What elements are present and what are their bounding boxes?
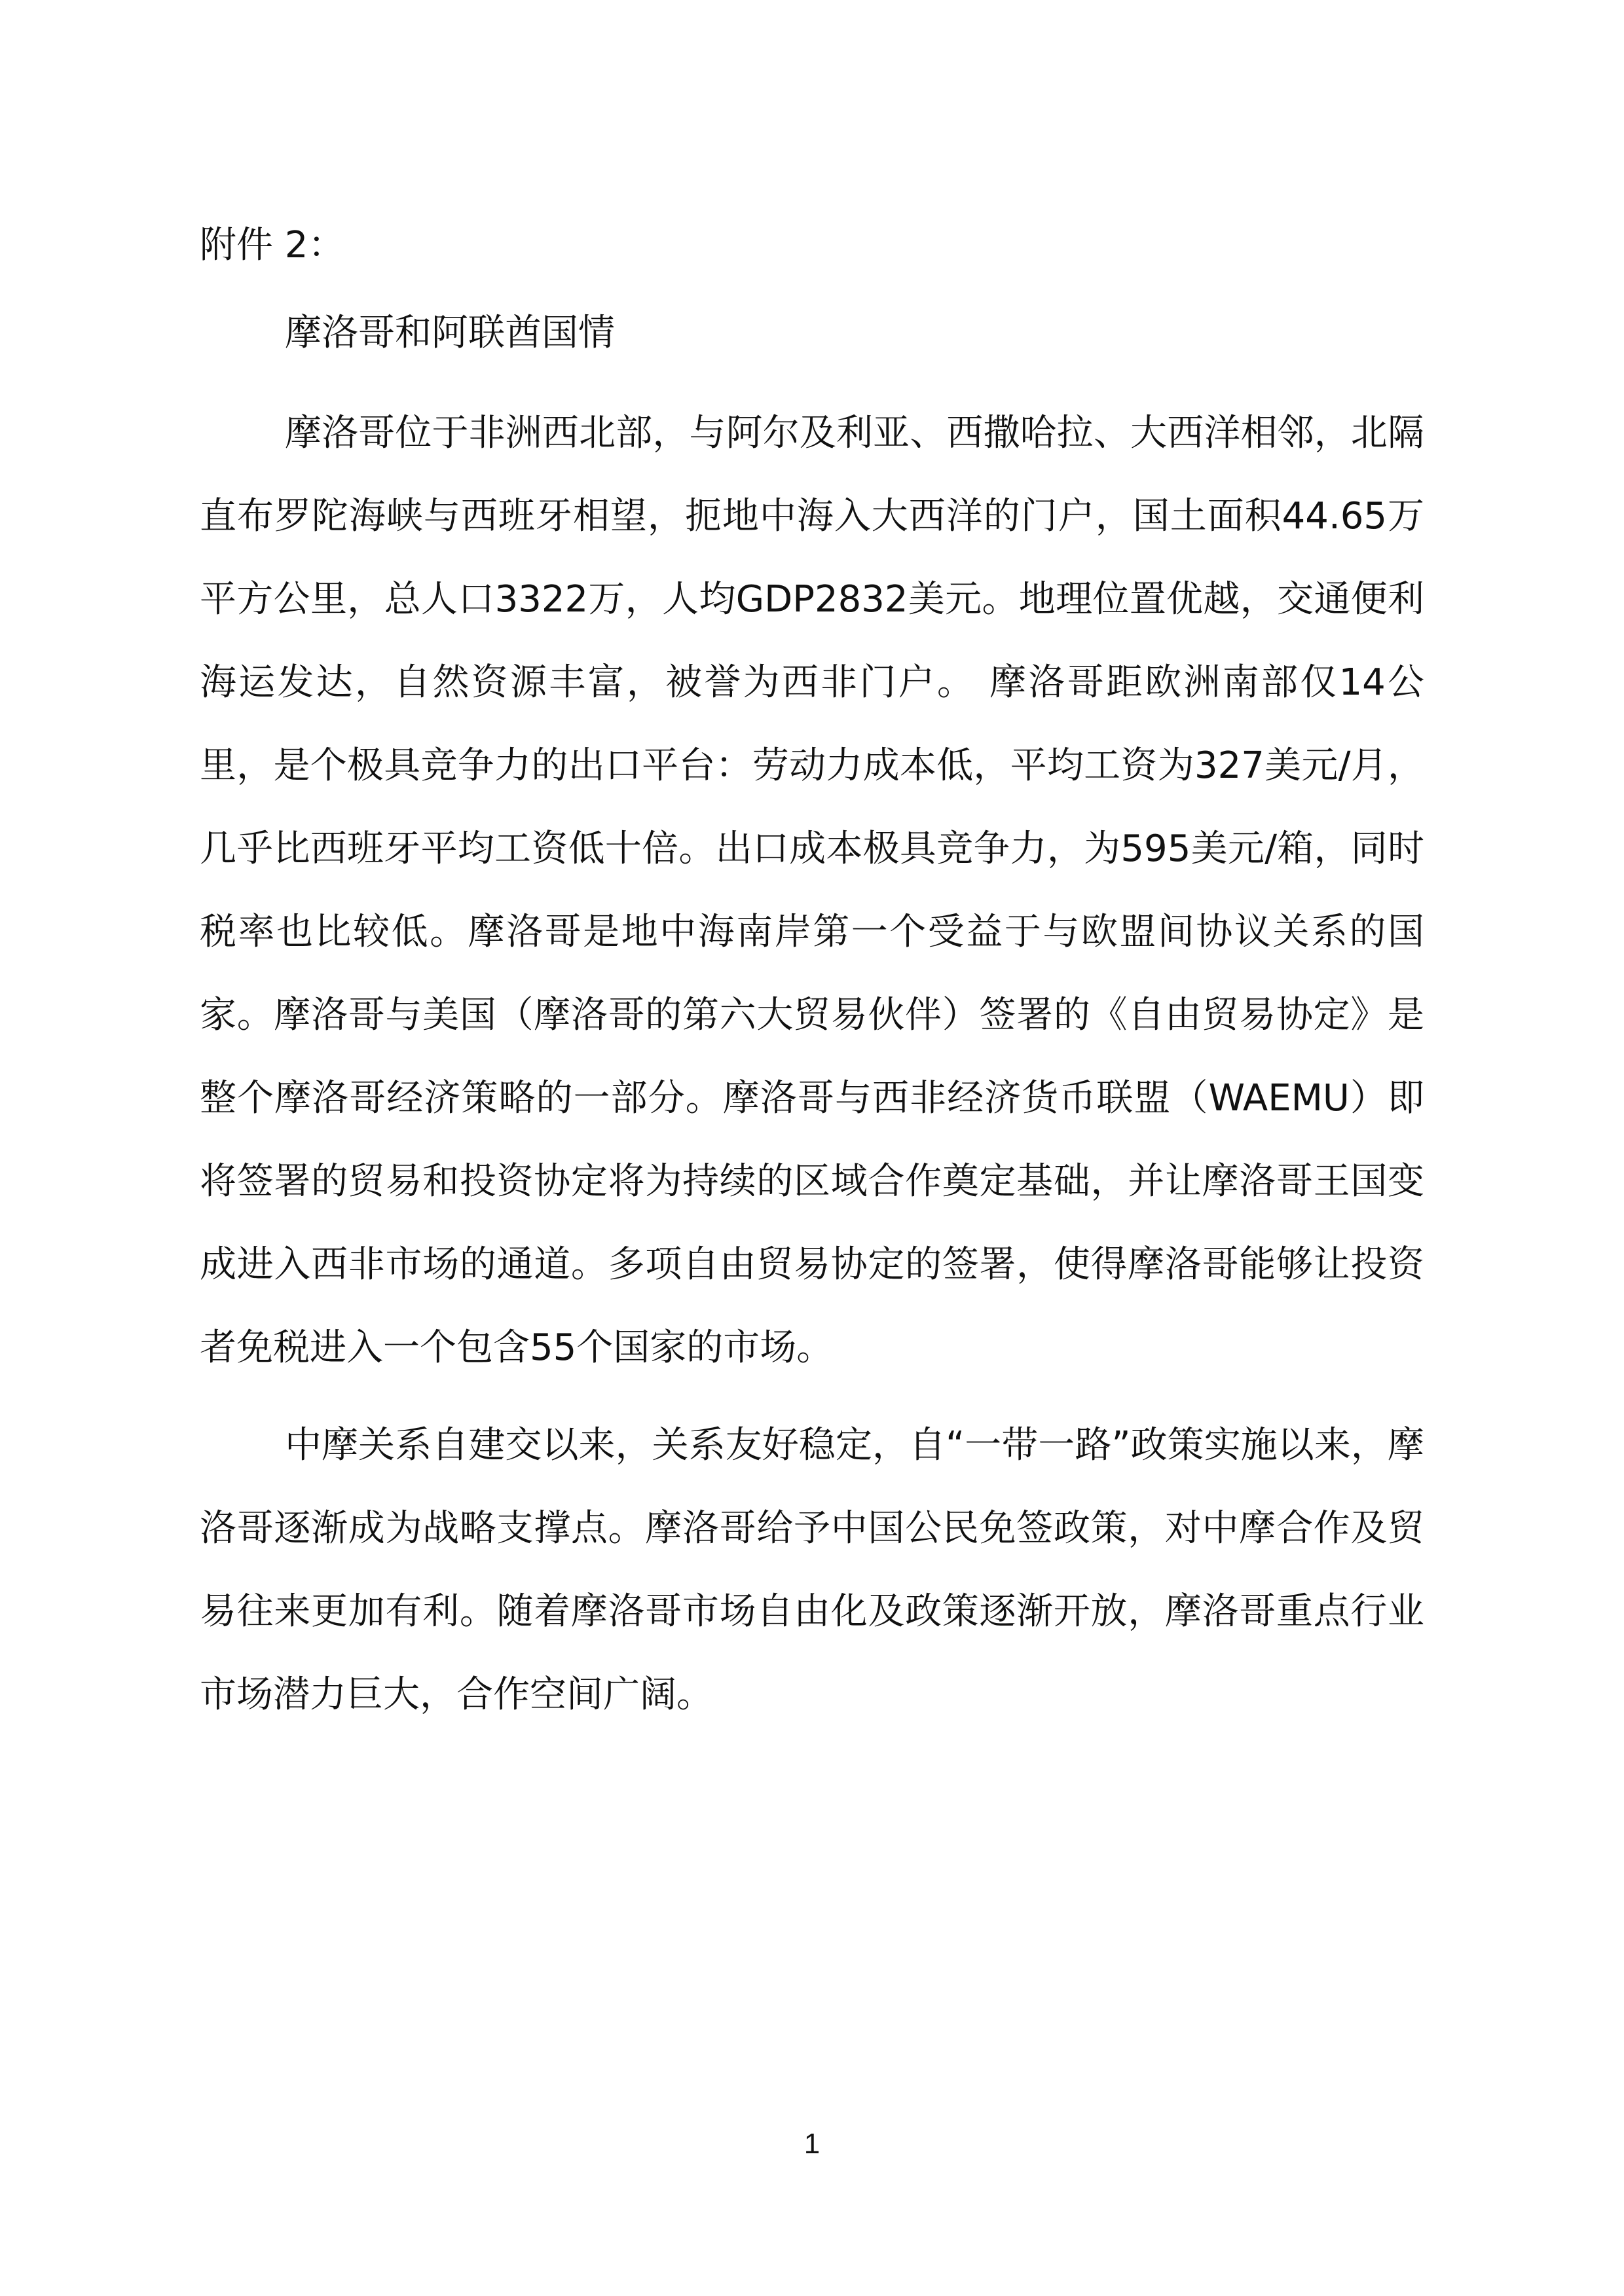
attachment-label: 附件 2： <box>200 224 345 266</box>
paragraph-china-morocco-relations: 中摩关系自建交以来，关系友好稳定，自“一带一路”政策实施以来，摩洛哥逐渐成为战略支撑点。摩洛哥给予中国公民免签政策，对中摩合作及贸易往来更加有利。随着摩洛哥市场自由化及政策逐渐开放，摩洛哥重点行业市场潜力巨大，合作空间广阔。 <box>200 1424 1424 1716</box>
document-page <box>200 216 1424 1736</box>
paragraph-morocco-overview: 摩洛哥位于非洲西北部，与阿尔及利亚、西撒哈拉、大西洋相邻，北隔直布罗陀海峡与西班牙相望，扼地中海入大西洋的门户，国土面积44.65万平方公里，总人口3322万，人均GDP2832美元。地理位置优越，交通便利海运发达，自然资源丰富，被誉为西非门户。 摩洛哥距欧洲南部仅14公里，是个极具竞争力的出口平台：劳动力成本低，平均工资为327美元/月，几乎比西班牙平均工资低十倍。出口成本极具竞争力，为595美元/箱，同时税率也比较低。摩洛哥是地中海南岸第一个受益于与欧盟间协议关系的国家。摩洛哥与美国（摩洛哥的第六大贸易伙伴）签署的《自由贸易协定》是整个摩洛哥经济策略的一部分。摩洛哥与西非经济货币联盟（WAEMU）即将签署的贸易和投资协定将为持续的区域合作奠定基础，并让摩洛哥王国变成进入西非市场的通道。多项自由贸易协定的签署，使得摩洛哥能够让投资者免税进入一个包含55个国家的市场。 <box>200 412 1424 1369</box>
page-number: 1 <box>803 2128 821 2160</box>
document-heading: 摩洛哥和阿联酋国情 <box>285 312 615 354</box>
